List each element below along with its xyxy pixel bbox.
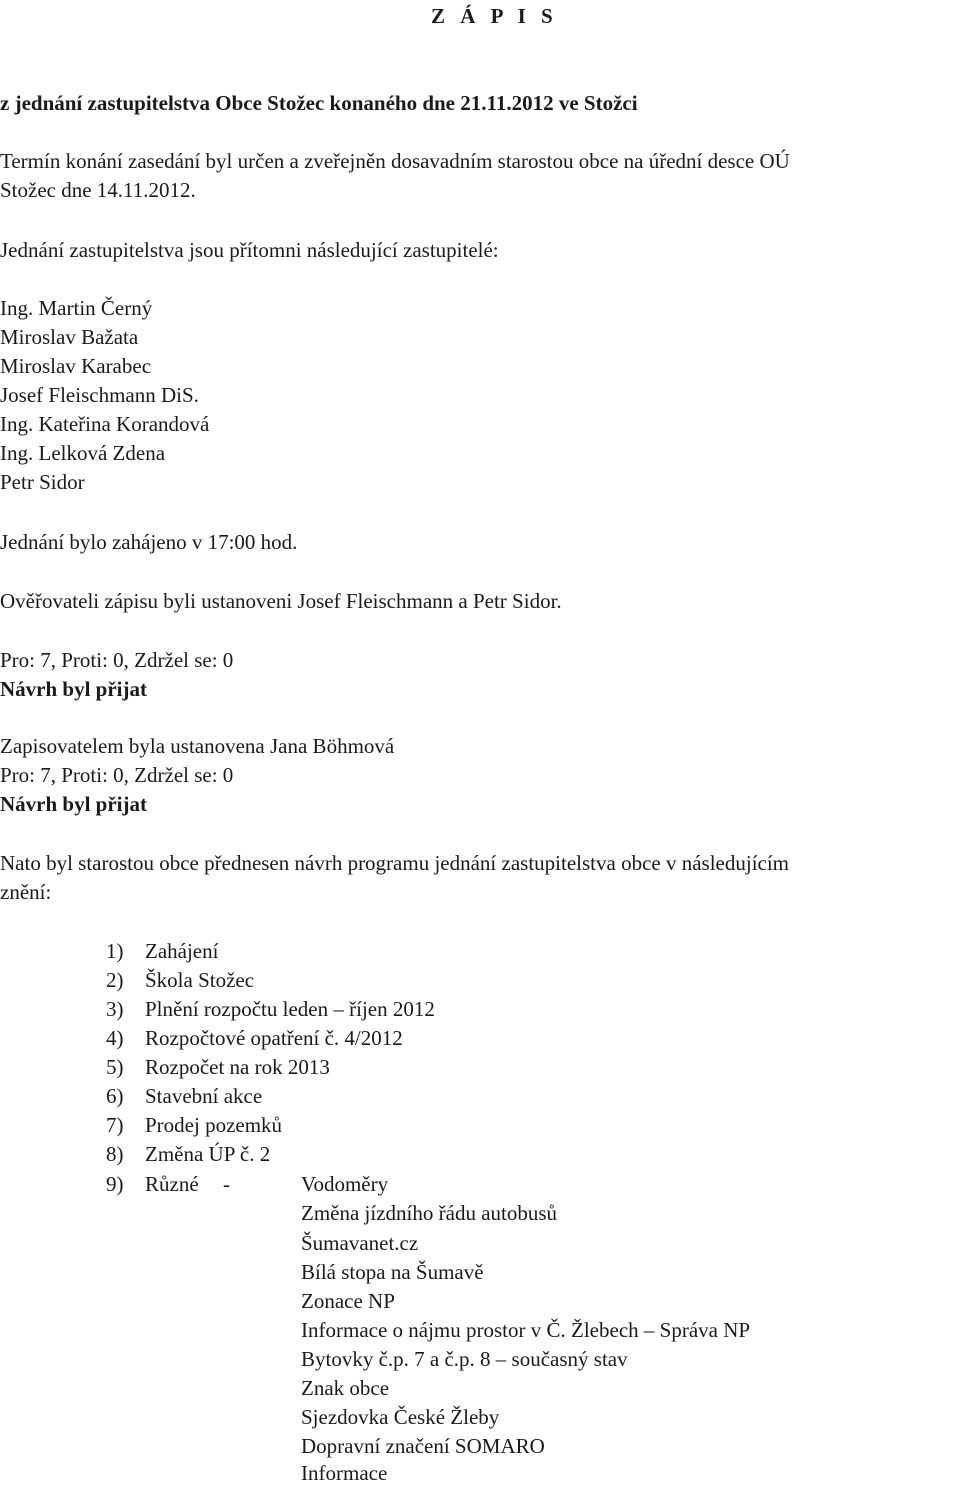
agenda-item — [0, 937, 960, 966]
start-time: Jednání bylo zahájeno v 17:00 hod. — [0, 530, 298, 554]
agenda-item-number: 7) — [106, 1113, 124, 1137]
misc-subitem: Bílá stopa na Šumavě — [301, 1260, 484, 1284]
misc-subitem: Informace — [301, 1461, 388, 1485]
agenda-item-text: Plnění rozpočtu leden – říjen 2012 — [145, 997, 435, 1021]
misc-subitem: Změna jízdního řádu autobusů — [301, 1201, 558, 1225]
misc-subitem: Informace o nájmu prostor v Č. Žlebech – Správa NP — [301, 1318, 751, 1342]
agenda-item — [0, 1024, 960, 1053]
member-name: Ing. Lelková Zdena — [0, 441, 166, 465]
agenda-item — [0, 995, 960, 1024]
agenda-item — [0, 1111, 960, 1140]
resolution-2: Návrh byl přijat — [0, 792, 147, 816]
agenda-item — [0, 1082, 960, 1111]
program-intro-line-1: Nato byl starostou obce přednesen návrh programu jednání zastupitelstva obce v následujícím — [0, 851, 790, 875]
recorder-statement: Zapisovatelem byla ustanovena Jana Böhmová — [0, 734, 395, 758]
agenda-item-number: 5) — [106, 1055, 124, 1079]
document-title: Z Á P I S — [431, 4, 558, 28]
agenda-item-number: 1) — [106, 939, 124, 963]
agenda-item-text: Zahájení — [145, 939, 219, 963]
agenda-item-text: Stavební akce — [145, 1084, 263, 1108]
agenda-item-number: 3) — [106, 997, 124, 1021]
member-name: Josef Fleischmann DiS. — [0, 383, 199, 407]
agenda-item-number: 8) — [106, 1142, 124, 1166]
agenda-item — [0, 966, 960, 995]
agenda-item-text: Škola Stožec — [145, 968, 255, 992]
document-subtitle: z jednání zastupitelstva Obce Stožec konaného dne 21.11.2012 ve Stožci — [0, 91, 638, 115]
intro-line-1: Termín konání zasedání byl určen a zveřejněn dosavadním starostou obce na úřední desce OÚ — [0, 149, 790, 173]
vote-result-2: Pro: 7, Proti: 0, Zdržel se: 0 — [0, 763, 234, 787]
member-name: Ing. Martin Černý — [0, 296, 153, 320]
agenda-item-number: 6) — [106, 1084, 124, 1108]
agenda-item-text: Rozpočtové opatření č. 4/2012 — [145, 1026, 403, 1050]
agenda-item-text: Změna ÚP č. 2 — [145, 1142, 271, 1166]
member-name: Petr Sidor — [0, 470, 85, 494]
agenda-item-number: 2) — [106, 968, 124, 992]
resolution-1: Návrh byl přijat — [0, 677, 147, 701]
intro-line-2: Stožec dne 14.11.2012. — [0, 178, 196, 202]
misc-subitem: Sjezdovka České Žleby — [301, 1405, 500, 1429]
agenda-item — [0, 1140, 960, 1169]
misc-subitem: Vodoměry — [301, 1172, 389, 1196]
verifiers-statement: Ověřovateli zápisu byli ustanoveni Josef Fleischmann a Petr Sidor. — [0, 589, 562, 613]
member-name: Miroslav Bažata — [0, 325, 139, 349]
agenda-item — [0, 1170, 960, 1199]
misc-subitem: Bytovky č.p. 7 a č.p. 8 – současný stav — [301, 1347, 628, 1371]
member-name: Miroslav Karabec — [0, 354, 152, 378]
member-name: Ing. Kateřina Korandová — [0, 412, 210, 436]
agenda-dash: - — [223, 1172, 230, 1196]
agenda-item-number: 4) — [106, 1026, 124, 1050]
agenda-item — [0, 1053, 960, 1082]
vote-result-1: Pro: 7, Proti: 0, Zdržel se: 0 — [0, 648, 234, 672]
misc-subitem: Dopravní značení SOMARO — [301, 1434, 545, 1458]
misc-subitem: Znak obce — [301, 1376, 390, 1400]
misc-subitem: Zonace NP — [301, 1289, 395, 1313]
present-heading: Jednání zastupitelstva jsou přítomni následující zastupitelé: — [0, 238, 499, 262]
misc-subitem: Šumavanet.cz — [301, 1231, 419, 1255]
agenda-item-number: 9) — [106, 1172, 124, 1196]
agenda-item-text: Rozpočet na rok 2013 — [145, 1055, 330, 1079]
agenda-item-text: Různé — [145, 1172, 199, 1196]
program-intro-line-2: znění: — [0, 880, 52, 904]
agenda-item-text: Prodej pozemků — [145, 1113, 283, 1137]
